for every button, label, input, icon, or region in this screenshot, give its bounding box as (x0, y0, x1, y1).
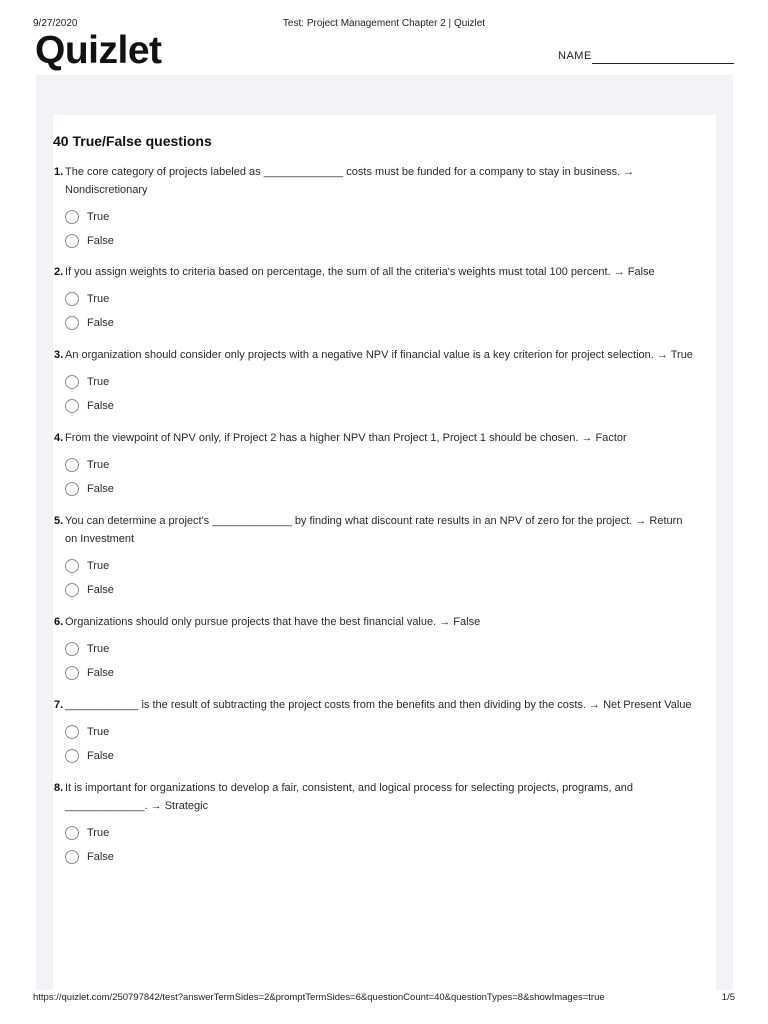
radio-button-icon[interactable] (65, 375, 79, 389)
question-item (53, 613, 716, 685)
answer-option-true[interactable] (65, 637, 716, 661)
print-document-title: Test: Project Management Chapter 2 | Quizlet (282, 18, 486, 29)
answer-option-label: False (87, 584, 114, 596)
question-number: 6. (54, 616, 64, 628)
answer-option-false[interactable] (65, 661, 716, 685)
answer-options (53, 637, 716, 685)
radio-button-icon[interactable] (65, 458, 79, 472)
radio-button-icon[interactable] (65, 234, 79, 248)
question-item (53, 779, 716, 869)
question-text (53, 696, 716, 714)
question-prompt: It is important for organizations to develop a fair, consistent, and logical process for selecting projects, programs, and _____________. → Strategic (65, 782, 634, 812)
question-prompt: You can determine a project's _____________ by finding what discount rate results in an NPV of zero for the project. → Return on Investment (65, 515, 683, 545)
question-item (53, 429, 716, 501)
answer-option-label: False (87, 667, 114, 679)
radio-button-icon[interactable] (65, 642, 79, 656)
answer-option-label: False (87, 235, 114, 247)
question-text (53, 779, 716, 815)
answer-option-false[interactable] (65, 578, 716, 602)
answer-option-true[interactable] (65, 821, 716, 845)
name-label: NAME (558, 50, 592, 62)
radio-button-icon[interactable] (65, 749, 79, 763)
radio-button-icon[interactable] (65, 850, 79, 864)
print-footer (33, 992, 735, 1006)
radio-button-icon[interactable] (65, 583, 79, 597)
answer-options (53, 720, 716, 768)
name-field (558, 48, 734, 64)
answer-options (53, 205, 716, 253)
question-item (53, 263, 716, 335)
question-text (53, 163, 716, 199)
question-item (53, 346, 716, 418)
answer-option-label: True (87, 376, 110, 388)
answer-option-label: True (87, 459, 110, 471)
print-date: 9/27/2020 (33, 18, 78, 29)
answer-option-label: True (87, 643, 110, 655)
answer-option-true[interactable] (65, 370, 716, 394)
name-underline (592, 63, 734, 64)
question-number: 4. (54, 432, 64, 444)
answer-option-true[interactable] (65, 720, 716, 744)
question-item (53, 696, 716, 768)
radio-button-icon[interactable] (65, 316, 79, 330)
answer-options (53, 453, 716, 501)
question-prompt: Organizations should only pursue projects that have the best financial value. → False (65, 616, 481, 628)
radio-button-icon[interactable] (65, 666, 79, 680)
answer-option-false[interactable] (65, 229, 716, 253)
radio-button-icon[interactable] (65, 292, 79, 306)
answer-option-label: False (87, 851, 114, 863)
question-prompt: The core category of projects labeled as _____________ costs must be funded for a company to stay in business. → Nondiscretionary (65, 166, 635, 196)
question-prompt: If you assign weights to criteria based on percentage, the sum of all the criteria's weights must total 100 percent. → False (65, 266, 655, 278)
answer-option-false[interactable] (65, 394, 716, 418)
question-prompt: ____________ is the result of subtracting the project costs from the benefits and then dividing by the costs. → Net Present Value (65, 699, 692, 711)
radio-button-icon[interactable] (65, 826, 79, 840)
answer-option-label: True (87, 827, 110, 839)
question-text (53, 346, 716, 364)
answer-option-false[interactable] (65, 477, 716, 501)
answer-option-label: True (87, 560, 110, 572)
answer-option-false[interactable] (65, 311, 716, 335)
question-text (53, 613, 716, 631)
answer-option-label: False (87, 400, 114, 412)
answer-option-false[interactable] (65, 845, 716, 869)
test-container (36, 75, 733, 990)
answer-option-false[interactable] (65, 744, 716, 768)
answer-option-label: False (87, 750, 114, 762)
answer-option-true[interactable] (65, 554, 716, 578)
question-number: 7. (54, 699, 64, 711)
question-card (53, 115, 716, 990)
question-prompt: From the viewpoint of NPV only, if Project 2 has a higher NPV than Project 1, Project 1 should be chosen. → Factor (65, 432, 627, 444)
question-number: 8. (54, 782, 64, 794)
question-text (53, 429, 716, 447)
answer-options (53, 370, 716, 418)
answer-options (53, 554, 716, 602)
question-item (53, 163, 716, 253)
radio-button-icon[interactable] (65, 210, 79, 224)
page-number: 1/5 (721, 992, 735, 1003)
answer-option-label: True (87, 293, 110, 305)
question-number: 3. (54, 349, 64, 361)
radio-button-icon[interactable] (65, 559, 79, 573)
answer-option-true[interactable] (65, 287, 716, 311)
question-number: 2. (54, 266, 64, 278)
answer-options (53, 287, 716, 335)
question-number: 5. (54, 515, 64, 527)
section-title: 40 True/False questions (53, 133, 212, 149)
radio-button-icon[interactable] (65, 725, 79, 739)
radio-button-icon[interactable] (65, 482, 79, 496)
answer-option-label: True (87, 726, 110, 738)
radio-button-icon[interactable] (65, 399, 79, 413)
question-number: 1. (54, 166, 64, 178)
question-text (53, 263, 716, 281)
quizlet-logo: Quizlet (35, 29, 162, 72)
answer-option-true[interactable] (65, 453, 716, 477)
answer-option-label: False (87, 317, 114, 329)
question-prompt: An organization should consider only projects with a negative NPV if financial value is a key criterion for project selection. → True (65, 349, 693, 361)
question-item (53, 512, 716, 602)
print-url: https://quizlet.com/250797842/test?answerTermSides=2&promptTermSides=6&questionCount=40&questionTypes=8&showImages=true (33, 992, 605, 1003)
answer-option-label: False (87, 483, 114, 495)
answer-options (53, 821, 716, 869)
answer-option-true[interactable] (65, 205, 716, 229)
question-list (53, 163, 716, 869)
answer-option-label: True (87, 211, 110, 223)
question-text (53, 512, 716, 548)
